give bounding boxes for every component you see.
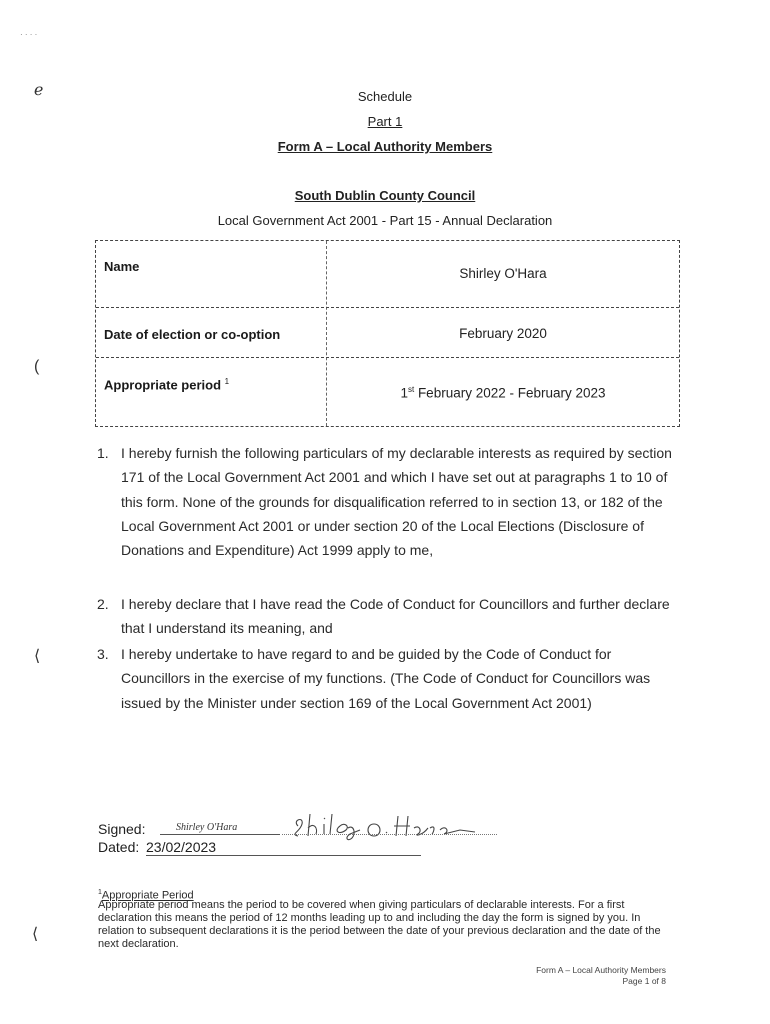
footnote-title-text: Appropriate Period bbox=[101, 889, 194, 902]
appropriate-period-label bbox=[104, 377, 229, 392]
name-label: Name bbox=[104, 259, 140, 274]
footnote-mark: 1 bbox=[98, 889, 102, 896]
item-number: 3. bbox=[97, 646, 109, 662]
signed-label: Signed: bbox=[98, 821, 146, 837]
declaration-item-3 bbox=[97, 642, 677, 742]
council-heading: South Dublin County Council bbox=[294, 188, 476, 203]
table-row-divider bbox=[96, 357, 679, 358]
page-footer bbox=[536, 965, 666, 987]
schedule-heading: Schedule bbox=[357, 89, 413, 104]
signed-underline-1 bbox=[160, 834, 280, 835]
form-heading: Form A – Local Authority Members bbox=[277, 139, 493, 154]
item-number: 2. bbox=[97, 596, 109, 612]
scan-mark-3: ⟨ bbox=[34, 648, 41, 665]
item-number: 1. bbox=[97, 445, 109, 461]
signed-printed-name: Shirley O'Hara bbox=[176, 822, 238, 833]
declaration-details-table bbox=[95, 240, 680, 427]
period-range: February 2022 - February 2023 bbox=[414, 385, 606, 401]
dated-value: 23/02/2023 bbox=[146, 839, 217, 855]
item-text: I hereby furnish the following particulars of my declarable interests as required by section 171 of the Local Government Act 2001 and which I have set out at paragraphs 1 to 10 of this form. None of the grounds for disqualification referred to in section 13, or 182 of the Local Government Act 2001 or under section 20 of the Local Elections (Disclosure of Donations and Expenditure) Act 1999 apply to me, bbox=[121, 445, 672, 559]
dated-label: Dated: bbox=[98, 839, 140, 855]
period-ordinal: st bbox=[407, 385, 415, 394]
dated-underline bbox=[146, 855, 421, 856]
date-of-election-label: Date of election or co-option bbox=[104, 327, 281, 342]
part-heading: Part 1 bbox=[367, 114, 403, 129]
handwritten-signature bbox=[290, 808, 490, 844]
scan-mark-top: · · · · bbox=[20, 30, 38, 39]
act-heading: Local Government Act 2001 - Part 15 - Annual Declaration bbox=[217, 213, 553, 228]
footer-form-name: Form A – Local Authority Members bbox=[536, 965, 666, 975]
declaration-item-2 bbox=[97, 592, 677, 642]
scan-mark-4: ⟨ bbox=[32, 926, 39, 943]
table-row-divider bbox=[96, 307, 679, 308]
appropriate-period-value bbox=[327, 385, 679, 401]
declaration-item-1 bbox=[97, 441, 677, 591]
footnote-text: Appropriate period means the period to be covered when giving particulars of declarable interests. For a first declaration this means the period of 12 months leading up to and including the day the form is signed by you. In relation to subsequent declarations it is the period between the date of your previous declaration and the date of the next declaration. bbox=[98, 899, 661, 950]
scan-mark-1: ℯ bbox=[34, 82, 44, 99]
footnote-reference: 1 bbox=[224, 377, 230, 386]
appropriate-period-label-text: Appropriate period bbox=[104, 377, 222, 393]
signed-underline-2 bbox=[282, 834, 497, 835]
scan-mark-2: ( bbox=[34, 358, 40, 375]
date-of-election-value: February 2020 bbox=[459, 326, 547, 341]
footer-page-number: Page 1 of 8 bbox=[622, 976, 666, 986]
name-value: Shirley O'Hara bbox=[459, 266, 547, 281]
period-day: 1 bbox=[400, 385, 408, 401]
item-text: I hereby undertake to have regard to and be guided by the Code of Conduct for Councillors in the exercise of my functions. (The Code of Conduct for Councillors was issued by the Minister under section 169 of the Local Government Act 2001) bbox=[121, 646, 651, 711]
item-text: I hereby declare that I have read the Code of Conduct for Councillors and further declare that I understand its meaning, and bbox=[121, 596, 670, 637]
